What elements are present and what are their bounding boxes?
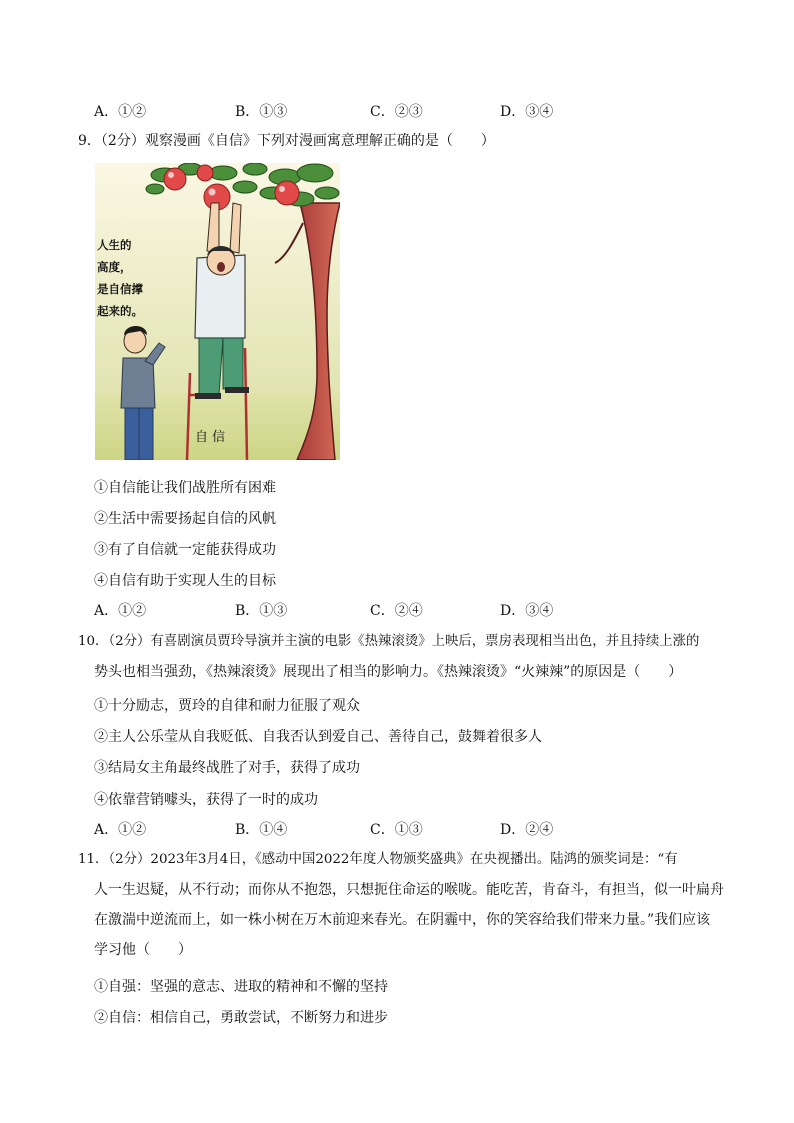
comic-caption-line-2: 高度， bbox=[97, 260, 132, 274]
q8-option-c[interactable]: C．②③ bbox=[370, 104, 423, 120]
q10-statement-1: ①十分励志，贾玲的自律和耐力征服了观众 bbox=[94, 698, 360, 714]
q8-option-b[interactable]: B．①③ bbox=[235, 104, 288, 120]
q9-option-b[interactable]: B．①③ bbox=[235, 603, 288, 619]
q10-option-b[interactable]: B．①④ bbox=[235, 822, 288, 838]
q8-option-d[interactable]: D．③④ bbox=[500, 104, 554, 120]
q10-statement-4: ④依靠营销噱头，获得了一时的成功 bbox=[94, 792, 318, 808]
q11-statement-1: ①自强：坚强的意志、进取的精神和不懈的坚持 bbox=[94, 979, 388, 995]
q9-statement-3: ③有了自信就一定能获得成功 bbox=[94, 542, 276, 558]
q11-stem-line-3: 在激湍中逆流而上，如一株小树在万木前迎来春光。在阴霾中，你的笑容给我们带来力量。”我们应该 bbox=[94, 912, 711, 928]
q9-statement-4: ④自信有助于实现人生的目标 bbox=[94, 573, 276, 589]
q9-option-c[interactable]: C．②④ bbox=[370, 603, 423, 619]
q10-stem bbox=[78, 627, 722, 687]
q9-statement-1: ①自信能让我们战胜所有困难 bbox=[94, 480, 276, 496]
q10-stem-line-2: 势头也相当强劲，《热辣滚烫》展现出了相当的影响力。《热辣滚烫》“火辣辣”的原因是（ ） bbox=[94, 664, 683, 680]
q11-statement-2: ②自信：相信自己，勇敢尝试，不断努力和进步 bbox=[94, 1010, 388, 1026]
q10-stem-line-1: 10．（2分）有喜剧演员贾玲导演并主演的电影《热辣滚烫》上映后，票房表现相当出色，并且持续上涨的 bbox=[78, 634, 700, 649]
q11-stem bbox=[78, 845, 722, 965]
q9-stem bbox=[78, 126, 722, 156]
q10-option-d[interactable]: D．②④ bbox=[500, 822, 554, 838]
q9-statement-2: ②生活中需要扬起自信的风帆 bbox=[94, 511, 276, 527]
q10-statement-3: ③结局女主角最终战胜了对手，获得了成功 bbox=[94, 760, 360, 776]
q10-option-a[interactable]: A．①② bbox=[94, 822, 147, 838]
q11-stem-line-4: 学习他（ ） bbox=[94, 942, 192, 958]
comic-caption-line-1: 人生的 bbox=[97, 238, 132, 252]
comic-confidence-illustration bbox=[95, 163, 340, 460]
q11-stem-line-1: 11．（2分）2023年3月4日，《感动中国2022年度人物颁奖盛典》在央视播出。陆鸿的颁奖词是：“有 bbox=[78, 852, 678, 867]
q10-statement-2: ②主人公乐莹从自我贬低、自我否认到爱自己、善待自己，鼓舞着很多人 bbox=[94, 729, 542, 745]
q9-stem-line: 9．（2分）观察漫画《自信》下列对漫画寓意理解正确的是（ ） bbox=[78, 133, 495, 149]
q9-option-a[interactable]: A．①② bbox=[94, 603, 147, 619]
comic-caption-line-4: 起来的。 bbox=[97, 304, 143, 318]
q10-option-c[interactable]: C．①③ bbox=[370, 822, 423, 838]
q9-option-d[interactable]: D．③④ bbox=[500, 603, 554, 619]
comic-caption-line-3: 是自信撑 bbox=[97, 282, 143, 296]
q8-option-a[interactable]: A．①② bbox=[94, 104, 147, 120]
q11-stem-line-2: 人一生迟疑，从不行动；而你从不抱怨，只想扼住命运的喉咙。能吃苦，肯奋斗，有担当，似一叶扁舟 bbox=[94, 882, 724, 898]
comic-ladder-label: 自 信 bbox=[195, 430, 226, 445]
